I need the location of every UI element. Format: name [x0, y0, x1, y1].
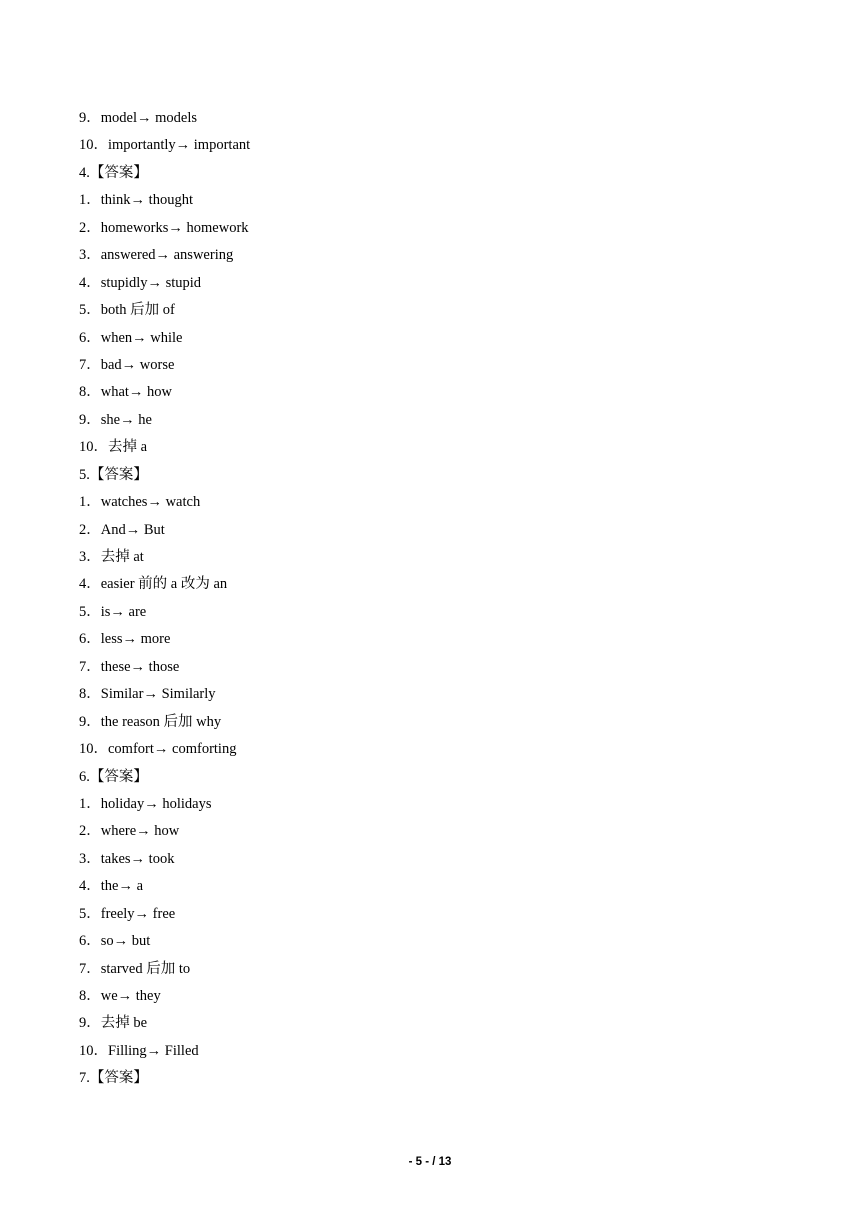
page-number: - 5 - / 13: [408, 1156, 452, 1168]
answer-line: 10．去掉 a: [79, 439, 148, 456]
answer-line: 1．holiday→ holidays: [79, 795, 212, 812]
answer-line: 6．so→ but: [79, 933, 151, 950]
answer-line: 2．where→ how: [79, 823, 180, 840]
answer-line: 7．these→ those: [79, 658, 180, 675]
answer-line: 9．model→ models: [79, 110, 198, 126]
answer-line: 5．both 后加 of: [79, 302, 175, 319]
answer-line: 8．we→ they: [79, 988, 161, 1004]
answer-line: 9．the reason 后加 why: [79, 713, 222, 730]
answer-line: 9．去掉 be: [79, 1015, 148, 1032]
answer-line: 7．starved 后加 to: [79, 960, 191, 977]
answer-line: 4．easier 前的 a 改为 an: [79, 576, 228, 593]
answer-line: 3．去掉 at: [79, 549, 144, 565]
answer-line: 2．homeworks→ homework: [79, 219, 249, 236]
answer-list: [79, 105, 779, 1093]
answer-line: 4．the→ a: [79, 878, 144, 895]
answer-line: 6．when→ while: [79, 329, 183, 346]
answer-line: 10．comfort→ comforting: [79, 741, 237, 758]
answer-line: 9．she→ he: [79, 411, 152, 428]
answer-line: 8．what→ how: [79, 384, 173, 401]
answer-line: 10．Filling→ Filled: [79, 1042, 199, 1059]
answer-line: 5．is→ are: [79, 603, 147, 620]
answer-line: 1．watches→ watch: [79, 494, 201, 511]
answer-line: 3．takes→ took: [79, 850, 175, 867]
answer-line: 6．less→ more: [79, 631, 171, 648]
answer-line: 5．freely→ free: [79, 905, 176, 922]
section-heading: 6.【答案】: [79, 768, 148, 785]
answer-line: 7．bad→ worse: [79, 356, 175, 373]
section-heading: 5.【答案】: [79, 466, 148, 483]
section-heading: 7.【答案】: [79, 1070, 148, 1087]
answer-line: 1．think→ thought: [79, 192, 193, 209]
answer-line: 10．importantly→ important: [79, 137, 251, 154]
section-heading: 4.【答案】: [79, 164, 148, 181]
answer-line: 8．Similar→ Similarly: [79, 686, 216, 703]
answer-line: 2．And→ But: [79, 521, 165, 538]
answer-line: 4．stupidly→ stupid: [79, 274, 202, 291]
answer-line: 3．answered→ answering: [79, 247, 234, 264]
